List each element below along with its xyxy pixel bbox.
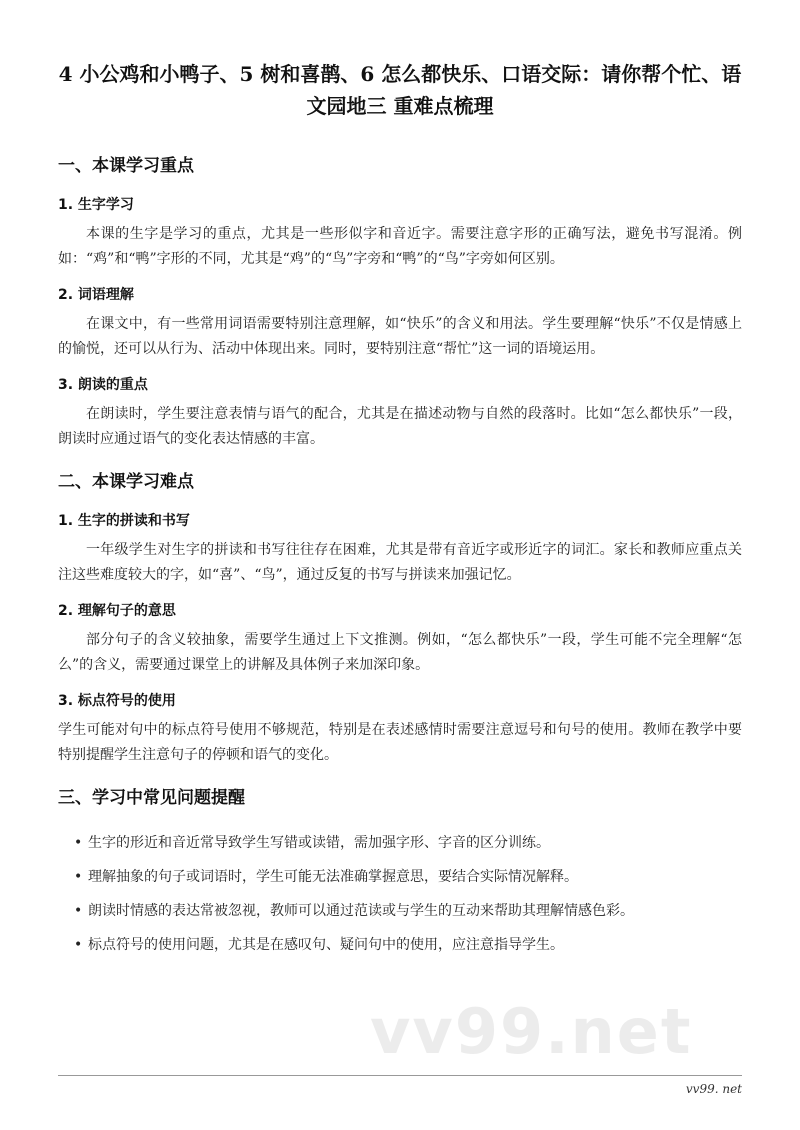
footer-divider (58, 1075, 742, 1076)
footer-site-label: vv99. net (685, 1082, 742, 1096)
document-title: 4 小公鸡和小鸭子、5 树和喜鹊、6 怎么都快乐、口语交际：请你帮个忙、语文园地三 重难点梳理 (58, 62, 742, 118)
list-item (76, 928, 742, 962)
list-item (76, 826, 742, 860)
section-key-points (58, 154, 742, 452)
subheading-vocabulary: 2. 词语理解 (58, 287, 134, 303)
paragraph: 本课的生字是学习的重点，尤其是一些形似字和音近字。需要注意字形的正确写法，避免书写混淆。例如：“鸡”和“鸭”字形的不同，尤其是“鸡”的“鸟”字旁和“鸭”的“鸟”字旁如何区别。 (58, 226, 742, 267)
list-item-text: 生字的形近和音近常导致学生写错或读错，需加强字形、字音的区分训练。 (88, 835, 550, 851)
list-item-text: 标点符号的使用问题，尤其是在感叹句、疑问句中的使用，应注意指导学生。 (88, 937, 564, 953)
section-heading: 二、本课学习难点 (58, 472, 194, 492)
subheading-reading-aloud: 3. 朗读的重点 (58, 377, 148, 393)
subheading-spelling-writing: 1. 生字的拼读和书写 (58, 513, 190, 529)
bullet-icon: • (74, 835, 83, 851)
paragraph: 学生可能对句中的标点符号使用不够规范，特别是在表述感情时需要注意逗号和句号的使用。教师在教学中要特别提醒学生注意句子的停顿和语气的变化。 (58, 722, 742, 763)
section-heading: 一、本课学习重点 (58, 156, 194, 176)
section-common-issues (58, 786, 742, 962)
bullet-icon: • (74, 937, 83, 953)
list-item-text: 理解抽象的句子或词语时，学生可能无法准确掌握意思，要结合实际情况解释。 (88, 869, 578, 885)
paragraph: 在课文中，有一些常用词语需要特别注意理解，如“快乐”的含义和用法。学生要理解“快乐”不仅是情感上的愉悦，还可以从行为、活动中体现出来。同时，要特别注意“帮忙”这一词的语境运用。 (58, 316, 742, 357)
list-item (76, 894, 742, 928)
watermark: vv99.net (370, 995, 693, 1068)
subheading-character-learning: 1. 生字学习 (58, 197, 134, 213)
list-item-text: 朗读时情感的表达常被忽视，教师可以通过范读或与学生的互动来帮助其理解情感色彩。 (88, 903, 634, 919)
section-difficulties (58, 470, 742, 768)
subheading-punctuation: 3. 标点符号的使用 (58, 693, 176, 709)
list-item (76, 860, 742, 894)
paragraph: 在朗读时，学生要注意表情与语气的配合，尤其是在描述动物与自然的段落时。比如“怎么都快乐”一段，朗读时应通过语气的变化表达情感的丰富。 (58, 406, 742, 447)
document-page (58, 58, 742, 980)
issue-list (58, 826, 742, 962)
paragraph: 一年级学生对生字的拼读和书写往往存在困难，尤其是带有音近字或形近字的词汇。家长和教师应重点关注这些难度较大的字，如“喜”、“鸟”，通过反复的书写与拼读来加强记忆。 (58, 542, 742, 583)
subheading-sentence-meaning: 2. 理解句子的意思 (58, 603, 176, 619)
bullet-icon: • (74, 903, 83, 919)
bullet-icon: • (74, 869, 83, 885)
section-heading: 三、学习中常见问题提醒 (58, 788, 245, 808)
paragraph: 部分句子的含义较抽象，需要学生通过上下文推测。例如，“怎么都快乐”一段，学生可能不完全理解“怎么”的含义，需要通过课堂上的讲解及具体例子来加深印象。 (58, 632, 742, 673)
